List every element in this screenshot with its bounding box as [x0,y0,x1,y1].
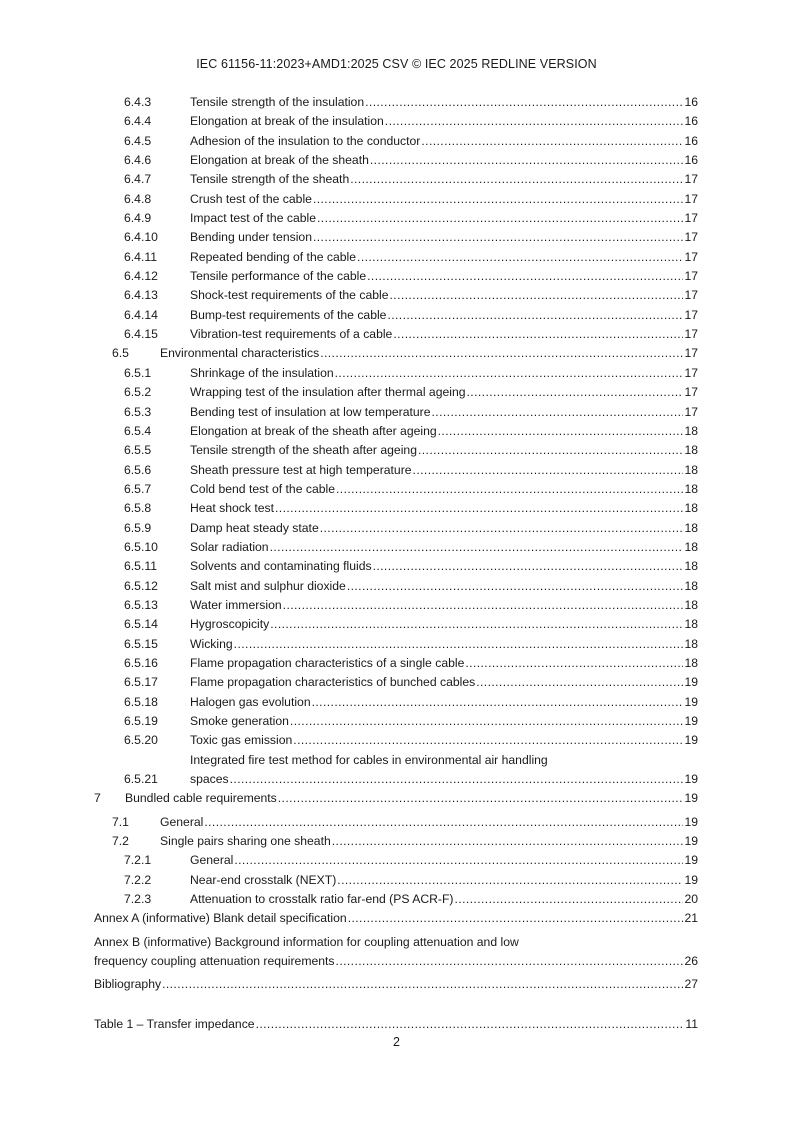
toc-entry-number: 6.5.14 [124,617,158,632]
toc-entry-number: 6.5.10 [124,539,158,554]
toc-entry-page: 16 [684,95,698,109]
toc-entry-title: Damp heat steady state [190,520,319,535]
toc-entry-title: Integrated fire test method for cables in environmental air handling [190,752,548,767]
toc-entry-page: 19 [684,791,698,806]
toc-entry-page: 19 [684,872,698,887]
toc-leader-dots [370,151,684,170]
toc-entry-page: 19 [684,853,698,868]
toc-entry-title: Water immersion [190,597,282,612]
toc-entry-number: 6.5.12 [124,578,158,593]
toc-entry-page: 19 [684,694,698,709]
toc-entry-number: 6.5.15 [124,636,158,651]
toc-entry-title-wrap [190,751,683,790]
toc-entry[interactable] [94,871,698,890]
toc-entry-title: Shrinkage of the insulation [190,365,334,380]
toc-leader-dots [270,615,683,634]
toc-entry-number: 6.4.9 [124,211,152,226]
toc-entry-title-wrap [190,190,683,209]
toc-leader-dots [317,209,683,228]
toc-entry[interactable] [94,615,698,634]
toc-entry-title: General [190,853,234,868]
toc-entry-title: General [160,814,204,829]
toc-entry[interactable] [94,480,698,499]
toc-entry-title: Near-end crosstalk (NEXT) [190,872,337,887]
toc-entry-number: 6.4.5 [124,133,152,148]
toc-leader-dots [367,267,683,286]
toc-leader-dots [290,712,684,731]
toc-entry-page: 17 [684,191,698,206]
toc-entry-title: Attenuation to crosstalk ratio far-end (PS ACR-F) [190,892,454,907]
toc-entry[interactable] [94,789,698,808]
toc-entry-page: 19 [684,733,698,748]
toc-entry[interactable] [94,112,698,131]
toc-entry-page: 20 [684,892,698,907]
toc-entry-number: 6.5.5 [124,443,152,458]
toc-entry-title-wrap [190,461,683,480]
toc-entry-page: 27 [684,977,698,992]
toc-entry-title: Bundled cable requirements [125,791,277,806]
toc-entry[interactable] [94,306,698,325]
toc-leader-dots [387,306,683,325]
toc-entry-number: 6.5.6 [124,462,152,477]
toc-entry-number: 6.4.3 [124,95,152,109]
toc-entry[interactable] [94,344,698,363]
toc-leader-dots [418,441,683,460]
toc-entry-page: 21 [684,911,698,926]
toc-entry-title-wrap [190,499,683,518]
toc-entry-title: Solar radiation [190,539,269,554]
toc-entry-title-wrap [190,306,683,325]
toc-entry[interactable] [94,813,698,832]
toc-entry-page: 19 [684,772,698,787]
toc-entry-title-wrap [190,151,683,170]
toc-entry-page: 18 [684,443,698,458]
toc-leader-dots [320,519,684,538]
toc-entry[interactable] [94,693,698,712]
toc-entry-title: Solvents and contaminating fluids [190,559,372,574]
toc-entry-title-wrap [190,480,683,499]
toc-entry-page: 17 [684,346,698,361]
toc-leader-dots [320,344,683,363]
page-number: 2 [393,1035,400,1049]
toc-leader-dots [385,112,684,131]
toc-entry-title-wrap [190,132,683,151]
toc-entry[interactable] [94,851,698,870]
toc-entry-page: 17 [684,288,698,303]
toc-entry-number: 6.4.7 [124,172,152,187]
toc-entry-number: 6.4.10 [124,230,158,245]
toc-entry[interactable] [94,751,698,790]
toc-leader-dots [393,325,683,344]
toc-entry[interactable] [94,151,698,170]
toc-entry-title: Toxic gas emission [190,733,293,748]
toc-entry-title: Smoke generation [190,714,289,728]
toc-entry-title-wrap [190,170,683,189]
toc-entry-title-wrap [190,93,683,112]
toc-entry[interactable] [94,635,698,654]
toc-entry-page: 16 [684,133,698,148]
toc-gap [94,995,698,1015]
toc-entry[interactable] [94,890,698,909]
toc-entry-title: Elongation at break of the sheath after ageing [190,423,437,438]
toc-entry-title-wrap [190,693,683,712]
toc-entry-number: 6.5 [112,346,129,361]
toc-entry-title-wrap [190,403,683,422]
toc-entry-number: 6.5.9 [124,520,152,535]
toc-entry-page: 19 [684,714,698,728]
toc-entry[interactable] [94,364,698,383]
toc-entry-title-wrap [190,286,683,305]
toc-entry[interactable] [94,975,698,994]
toc-entry[interactable] [94,228,698,247]
toc-entry-number: 7.2.2 [124,872,152,887]
toc-entry-page: 17 [684,249,698,264]
toc-entry-title-wrap [94,933,683,972]
toc-entry[interactable] [94,461,698,480]
toc-entry-page: 17 [684,172,698,187]
toc-entry-number: 6.5.20 [124,733,158,748]
toc-entry-number: 6.4.8 [124,191,152,206]
toc-entry-title-wrap [190,615,683,634]
toc-entry[interactable] [94,403,698,422]
toc-entry-title-wrap [190,267,683,286]
toc-entry-title-wrap [190,248,683,267]
toc-entry-title: Single pairs sharing one sheath [160,834,331,849]
table-of-contents [94,93,698,1034]
toc-leader-dots [293,731,683,750]
toc-entry[interactable] [94,325,698,344]
toc-entry-title-wrap [190,209,683,228]
toc-entry-title-wrap [190,890,683,909]
toc-entry-title: Bending under tension [190,230,312,245]
toc-entry-title-wrap [190,577,683,596]
toc-entry-title-continued: spaces [190,772,229,787]
toc-entry[interactable] [94,731,698,750]
toc-entry[interactable] [94,538,698,557]
toc-entry-title: Bibliography [94,977,162,992]
toc-entry[interactable] [94,654,698,673]
toc-entry-page: 18 [684,462,698,477]
toc-entry-title-wrap [190,364,683,383]
toc-entry-page: 16 [684,153,698,168]
toc-entry-number: 6.5.4 [124,423,152,438]
toc-leader-dots [438,422,684,441]
toc-leader-dots [270,538,684,557]
toc-entry-page: 19 [684,834,698,849]
toc-entry[interactable] [94,267,698,286]
toc-entry-title: Tensile strength of the sheath [190,172,350,187]
toc-entry-title: Salt mist and sulphur dioxide [190,578,346,593]
toc-entry-title-wrap [190,731,683,750]
toc-leader-dots [421,132,683,151]
toc-leader-dots [234,635,684,654]
toc-entry-number: 7 [94,791,101,806]
toc-leader-dots [467,383,684,402]
toc-entry-page: 17 [684,404,698,419]
toc-entry-title-wrap [190,538,683,557]
toc-entry-title: Crush test of the cable [190,191,312,206]
toc-entry-page: 18 [684,501,698,516]
toc-entry-title: Annex B (informative) Background information for coupling attenuation and low [94,934,519,949]
toc-entry[interactable] [94,422,698,441]
toc-entry-title-wrap [190,557,683,576]
toc-entry-number: 6.4.15 [124,327,158,342]
toc-leader-dots [335,364,684,383]
toc-entry-title-wrap [190,851,683,870]
toc-entry-number: 6.5.19 [124,714,158,728]
toc-entry-title-wrap [190,654,683,673]
toc-entry-title-wrap [94,1015,684,1034]
toc-entry-title: Elongation at break of the insulation [190,114,384,129]
toc-entry[interactable] [94,577,698,596]
toc-entry-page: 26 [684,954,698,969]
toc-entry[interactable] [94,712,698,731]
toc-entry[interactable] [94,441,698,460]
toc-entry[interactable] [94,93,698,112]
toc-entry-title: Adhesion of the insulation to the conductor [190,133,421,148]
toc-leader-dots [357,248,683,267]
toc-entry-number: 6.5.7 [124,481,152,496]
toc-entry-title: Hygroscopicity [190,617,270,632]
toc-entry-number: 6.5.21 [124,772,158,787]
toc-entry-title-wrap [160,832,683,851]
toc-entry-title-continued: frequency coupling attenuation requirements [94,954,335,969]
toc-leader-dots [313,228,683,247]
toc-entry-number: 6.5.3 [124,404,152,419]
toc-entry-title-wrap [190,383,683,402]
toc-leader-dots [256,1015,685,1034]
toc-entry[interactable] [94,673,698,692]
toc-entry-number: 6.5.17 [124,675,158,690]
toc-entry-page: 16 [684,114,698,129]
toc-entry[interactable] [94,1015,698,1034]
toc-leader-dots [476,673,683,692]
toc-leader-dots [465,654,683,673]
toc-entry-page: 11 [685,1016,698,1031]
toc-entry-title: Bending test of insulation at low temperature [190,404,431,419]
toc-entry[interactable] [94,170,698,189]
toc-entry-page: 18 [684,423,698,438]
toc-entry-number: 6.5.8 [124,501,152,516]
toc-entry[interactable] [94,132,698,151]
toc-entry-number: 6.4.4 [124,114,152,129]
toc-entry[interactable] [94,190,698,209]
toc-entry-title: Annex A (informative) Blank detail specification [94,911,347,926]
toc-entry-number: 6.5.13 [124,597,158,612]
toc-entry-title-wrap [190,596,683,615]
toc-entry-title: Sheath pressure test at high temperature [190,462,412,477]
toc-leader-dots [332,832,684,851]
toc-entry-title: Shock-test requirements of the cable [190,288,389,303]
toc-leader-dots [413,461,684,480]
toc-entry[interactable] [94,209,698,228]
toc-entry-title-wrap [160,344,683,363]
toc-entry-title: Elongation at break of the sheath [190,153,369,168]
toc-entry-title-wrap [190,441,683,460]
toc-entry-number: 6.4.6 [124,153,152,168]
toc-leader-dots [234,851,683,870]
toc-entry-number: 7.2.1 [124,853,152,868]
toc-entry[interactable] [94,499,698,518]
toc-entry-page: 18 [684,481,698,496]
toc-entry-number: 6.4.14 [124,307,158,322]
toc-leader-dots [347,577,684,596]
toc-entry[interactable] [94,933,698,972]
toc-entry-number: 6.5.16 [124,655,158,670]
toc-entry-number: 6.4.11 [124,249,157,264]
toc-entry-title-line [94,952,683,971]
page-header: IEC 61156-11:2023+AMD1:2025 CSV © IEC 2025 REDLINE VERSION [196,57,597,71]
toc-entry[interactable] [94,383,698,402]
toc-leader-dots [336,480,683,499]
toc-leader-dots [348,909,684,928]
toc-entry-title: Wrapping test of the insulation after thermal ageing [190,385,466,400]
toc-leader-dots [373,557,684,576]
toc-entry-number: 7.1 [112,814,129,829]
toc-entry-title-wrap [190,112,683,131]
toc-leader-dots [162,975,683,994]
toc-entry-title: Tensile performance of the cable [190,269,367,284]
toc-entry-title-line [190,770,683,789]
toc-leader-dots [230,770,684,789]
toc-entry-number: 7.2.3 [124,892,152,907]
toc-entry-number: 7.2 [112,834,129,849]
toc-entry-title: Impact test of the cable [190,211,317,226]
toc-entry[interactable] [94,909,698,928]
toc-leader-dots [283,596,684,615]
toc-entry-title-wrap [190,519,683,538]
toc-entry-page: 18 [684,578,698,593]
toc-entry-title: Flame propagation characteristics of a single cable [190,655,465,670]
toc-entry-number: 6.5.11 [124,559,157,574]
toc-entry-page: 18 [684,655,698,670]
toc-entry-title-wrap [94,909,683,928]
toc-entry-page: 18 [684,559,698,574]
toc-entry[interactable] [94,248,698,267]
toc-entry-title-wrap [160,813,683,832]
toc-leader-dots [278,789,684,808]
toc-entry-title: Cold bend test of the cable [190,481,335,496]
toc-leader-dots [337,871,683,890]
toc-entry-number: 6.4.12 [124,269,158,284]
toc-entry-title-wrap [190,228,683,247]
toc-leader-dots [390,286,684,305]
toc-entry-title: Vibration-test requirements of a cable [190,327,393,342]
toc-entry-page: 18 [684,520,698,535]
toc-entry[interactable] [94,286,698,305]
toc-entry-title: Halogen gas evolution [190,694,311,709]
toc-entry[interactable] [94,557,698,576]
toc-entry-title-wrap [190,712,683,731]
toc-entry-title-wrap [94,975,683,994]
toc-entry[interactable] [94,596,698,615]
toc-leader-dots [455,890,684,909]
toc-entry-page: 17 [684,327,698,342]
toc-entry-number: 6.5.18 [124,694,158,709]
toc-entry-page: 19 [684,814,698,829]
toc-entry-title: Wicking [190,636,233,651]
toc-entry-page: 17 [684,269,698,284]
toc-entry-page: 17 [684,385,698,400]
toc-entry-title: Heat shock test [190,501,274,516]
toc-entry-page: 18 [684,539,698,554]
toc-entry-title: Environmental characteristics [160,346,320,361]
toc-entry-page: 17 [684,365,698,380]
toc-entry-number: 6.4.13 [124,288,158,303]
toc-entry-title-wrap [190,422,683,441]
toc-leader-dots [350,170,683,189]
toc-entry-page: 17 [684,307,698,322]
toc-entry-page: 18 [684,597,698,612]
toc-entry-title: Flame propagation characteristics of bunched cables [190,675,476,690]
toc-entry-title: Tensile strength of the sheath after ageing [190,443,417,458]
toc-entry[interactable] [94,519,698,538]
toc-entry-page: 17 [684,230,698,245]
toc-leader-dots [365,93,683,112]
toc-entry-page: 19 [684,675,698,690]
toc-leader-dots [432,403,684,422]
toc-entry-title: Bump-test requirements of the cable [190,307,387,322]
toc-entry[interactable] [94,832,698,851]
toc-entry-title-wrap [190,871,683,890]
toc-entry-title: Tensile strength of the insulation [190,95,365,109]
toc-entry-title-wrap [190,635,683,654]
toc-entry-title-wrap [125,789,683,808]
toc-entry-page: 18 [684,617,698,632]
toc-leader-dots [312,693,684,712]
toc-leader-dots [275,499,683,518]
toc-entry-title: Repeated bending of the cable [190,249,357,264]
toc-entry-number: 6.5.1 [124,365,152,380]
toc-entry-title-wrap [190,673,683,692]
toc-leader-dots [204,813,683,832]
toc-entry-number: 6.5.2 [124,385,152,400]
toc-entry-title: Table 1 – Transfer impedance [94,1016,255,1031]
toc-leader-dots [313,190,683,209]
toc-entry-page: 18 [684,636,698,651]
toc-entry-page: 17 [684,211,698,226]
toc-leader-dots [336,952,684,971]
toc-entry-title-wrap [190,325,683,344]
